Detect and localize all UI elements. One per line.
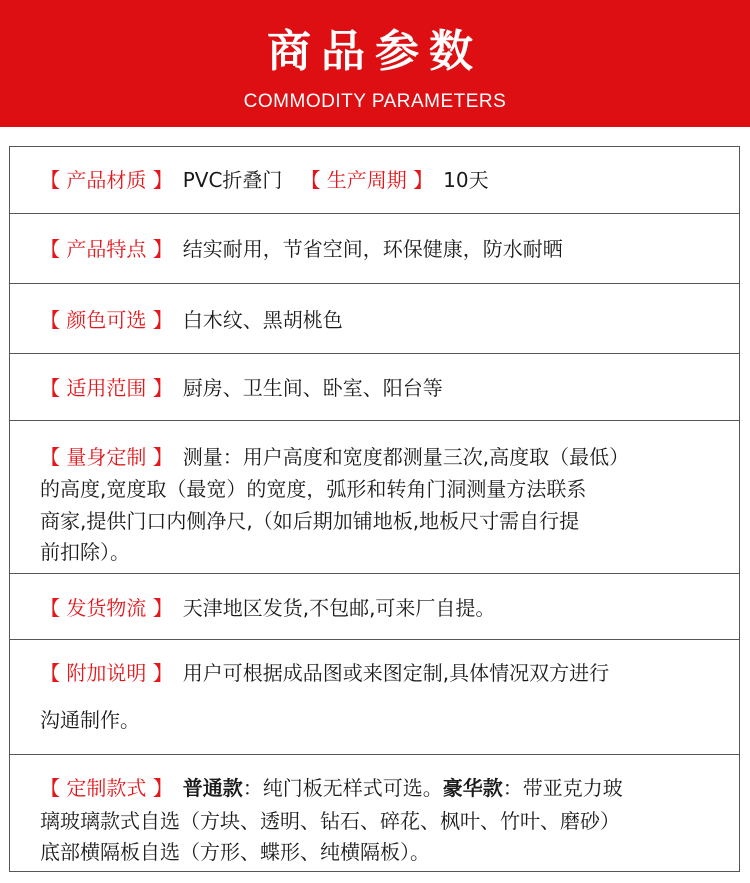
row-shipping <box>10 574 739 640</box>
luxury-style-label: 豪华款 <box>442 776 503 800</box>
row-line <box>40 658 731 688</box>
custom-line2: 的高度,宽度取（最宽）的宽度，弧形和转角门洞测量方法联系 <box>40 477 587 501</box>
row-scope <box>10 354 739 421</box>
page-title: 商品参数 <box>267 26 483 77</box>
ordinary-style-text: ：纯门板无样式可选。 <box>242 776 443 800</box>
style-label: 【 定制款式 】 <box>40 776 173 800</box>
row-line <box>40 773 731 803</box>
cycle-value: 10天 <box>443 168 489 192</box>
cycle-label: 【 生产周期 】 <box>300 168 434 192</box>
scope-value: 厨房、卫生间、卧室、阳台等 <box>182 376 443 400</box>
custom-line1: 测量：用户高度和宽度都测量三次,高度取（最低） <box>182 445 630 469</box>
luxury-style-text: ：带亚克力玻 <box>502 776 623 800</box>
row-style <box>10 755 739 873</box>
page-subtitle: COMMODITY PARAMETERS <box>243 91 507 112</box>
shipping-label: 【 发货物流 】 <box>40 596 173 620</box>
custom-line4: 前扣除）。 <box>40 540 130 564</box>
notes-line2: 沟通制作。 <box>40 708 140 732</box>
features-label: 【 产品特点 】 <box>40 237 173 261</box>
parameters-table <box>9 146 740 872</box>
features-value: 结实耐用，节省空间，环保健康，防水耐晒 <box>182 237 563 261</box>
header-banner <box>0 0 750 127</box>
colors-value: 白木纹、黑胡桃色 <box>182 308 343 332</box>
row-notes <box>10 640 739 755</box>
scope-label: 【 适用范围 】 <box>40 376 173 400</box>
row-material <box>10 147 739 214</box>
row-line <box>40 305 731 335</box>
row-colors <box>10 284 739 354</box>
shipping-value: 天津地区发货,不包邮,可来厂自提。 <box>182 596 496 620</box>
material-label: 【 产品材质 】 <box>40 168 173 192</box>
custom-label: 【 量身定制 】 <box>40 445 173 469</box>
row-features <box>10 214 739 284</box>
notes-label: 【 附加说明 】 <box>40 661 173 685</box>
material-value: PVC折叠门 <box>182 168 283 192</box>
row-line <box>40 373 731 403</box>
row-line <box>40 165 731 195</box>
notes-line1: 用户可根据成品图或来图定制,具体情况双方进行 <box>182 661 610 685</box>
row-line <box>40 234 731 264</box>
row-line <box>40 442 731 472</box>
ordinary-style-label: 普通款 <box>182 776 243 800</box>
colors-label: 【 颜色可选 】 <box>40 308 173 332</box>
style-line3: 底部横隔板自选（方形、蝶形、纯横隔板）。 <box>40 840 430 864</box>
row-custom <box>10 421 739 574</box>
style-line2: 璃玻璃款式自选（方块、透明、钻石、碎花、枫叶、竹叶、磨砂） <box>40 809 620 833</box>
custom-line3: 商家,提供门口内侧净尺,（如后期加铺地板,地板尺寸需自行提 <box>40 509 580 533</box>
row-line <box>40 593 731 623</box>
